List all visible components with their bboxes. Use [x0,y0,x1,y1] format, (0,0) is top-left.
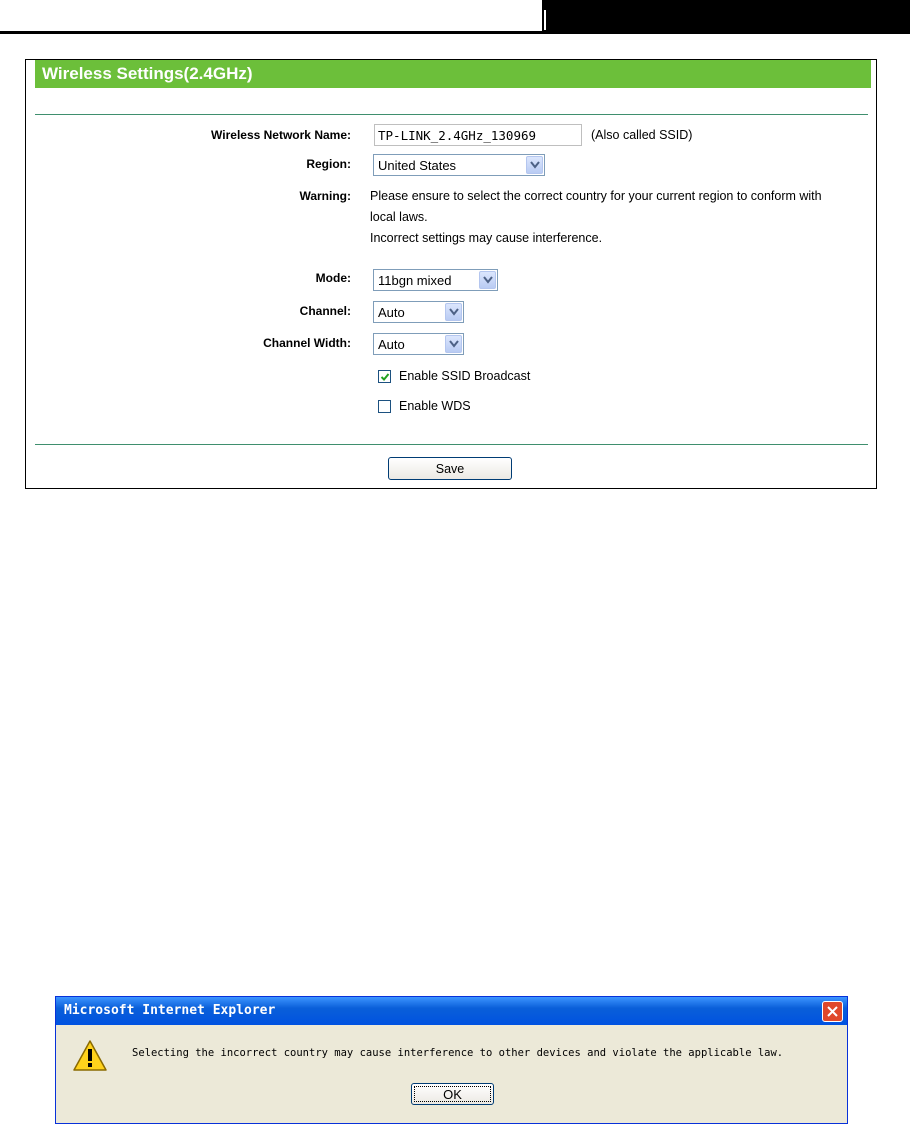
ie-alert-dialog [55,996,848,1124]
warning-label: Warning: [299,189,351,203]
close-icon[interactable] [822,1001,843,1022]
chevron-down-icon [445,303,462,321]
divider-top [35,114,868,115]
ssid-broadcast-checkbox[interactable] [378,370,391,383]
chevron-down-icon [526,156,543,174]
warning-line-2: local laws. [370,210,428,224]
header-black-block [542,0,910,33]
region-select-value: United States [378,158,457,173]
divider-bottom [35,444,868,445]
mode-select[interactable] [373,269,498,291]
channel-width-select[interactable] [373,333,464,355]
warning-icon [72,1039,108,1078]
header-mark [544,10,546,30]
mode-select-value: 11bgn mixed [378,273,452,288]
wds-label: Enable WDS [399,399,471,413]
dialog-title: Microsoft Internet Explorer [64,1003,276,1018]
channel-label: Channel: [299,304,351,318]
dialog-message: Selecting the incorrect country may cause interference to other devices and violate the applicable law. [132,1047,784,1059]
mode-label: Mode: [315,271,351,285]
header-rule [0,31,910,34]
ssid-hint: (Also called SSID) [591,128,693,142]
ok-button[interactable]: OK [411,1083,494,1105]
panel-title: Wireless Settings(2.4GHz) [35,60,871,88]
wireless-network-name-label: Wireless Network Name: [211,128,351,142]
ssid-input[interactable] [374,124,582,146]
save-button[interactable]: Save [388,457,512,480]
warning-line-1: Please ensure to select the correct country for your current region to conform with [370,189,822,203]
ssid-broadcast-label: Enable SSID Broadcast [399,369,531,383]
dialog-titlebar [56,997,847,1025]
channel-width-label: Channel Width: [263,336,351,350]
chevron-down-icon [445,335,462,353]
wds-checkbox[interactable] [378,400,391,413]
wireless-settings-panel [25,59,877,489]
warning-line-3: Incorrect settings may cause interference. [370,231,603,245]
chevron-down-icon [479,271,496,289]
channel-width-select-value: Auto [378,337,405,352]
channel-select-value: Auto [378,305,405,320]
region-select[interactable] [373,154,545,176]
region-label: Region: [306,157,351,171]
channel-select[interactable] [373,301,464,323]
